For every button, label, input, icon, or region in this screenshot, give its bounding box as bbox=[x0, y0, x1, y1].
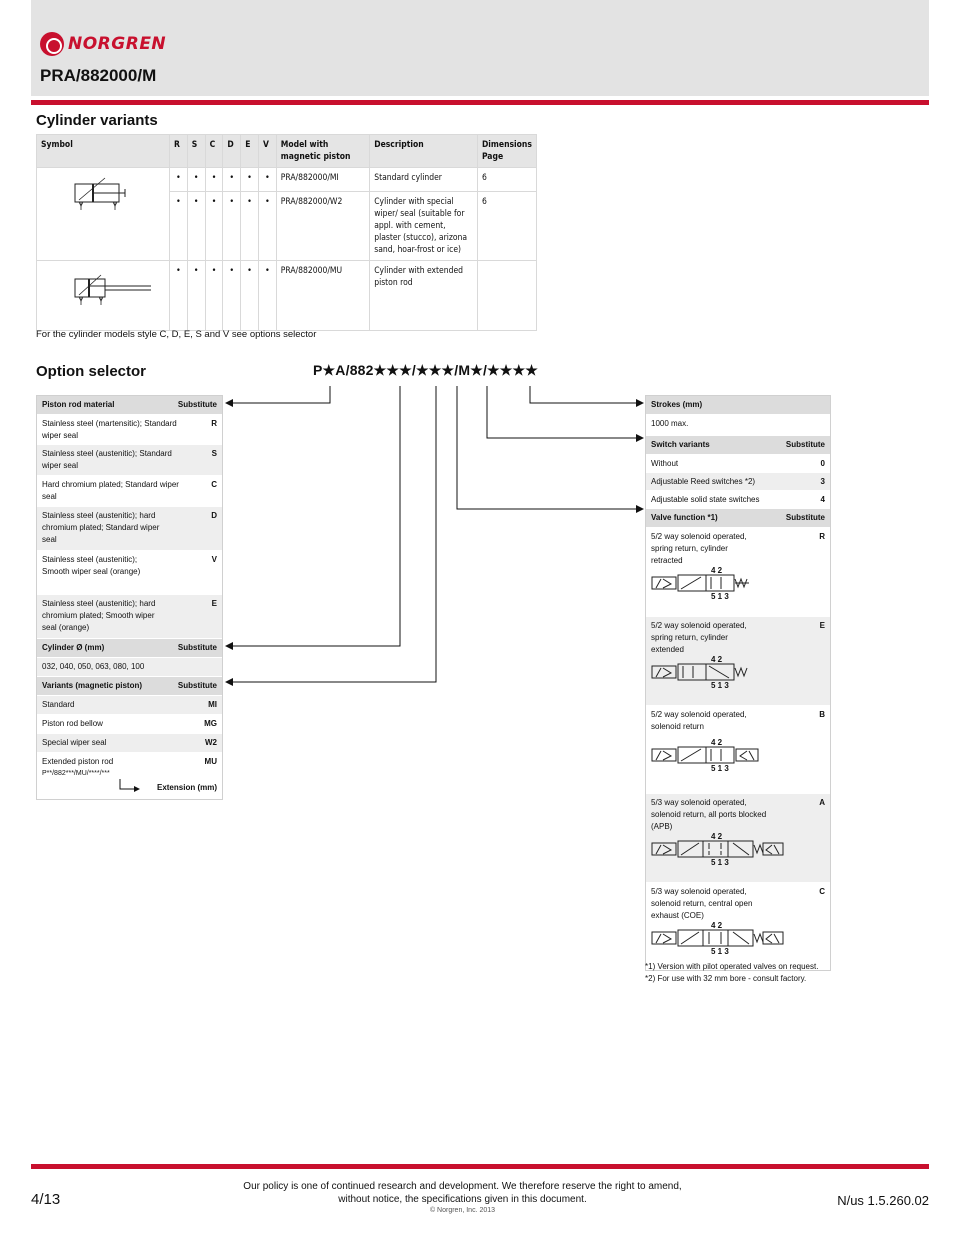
bottom-red-rule bbox=[31, 1164, 929, 1169]
ports-top: 4 2 bbox=[711, 738, 723, 747]
list-item bbox=[37, 507, 222, 551]
option-label: 5/2 way solenoid operated, spring return, cylinder extended bbox=[651, 621, 747, 654]
option-label: 5/2 way solenoid operated, solenoid return bbox=[651, 710, 747, 731]
substitute-label: Substitute bbox=[177, 681, 217, 690]
valve-row-top bbox=[651, 709, 825, 733]
valve-function-header bbox=[646, 509, 830, 528]
footnote-1: *1) Version with pilot operated valves on request. bbox=[645, 962, 819, 971]
dot-r: • bbox=[170, 168, 188, 192]
col-d: D bbox=[223, 135, 241, 168]
col-c: C bbox=[205, 135, 223, 168]
substitute-label: Substitute bbox=[785, 440, 825, 449]
list-item bbox=[37, 753, 222, 799]
option-label: Piston rod bellow bbox=[42, 719, 103, 728]
piston-rod-header-label: Piston rod material bbox=[42, 400, 115, 409]
dot-e: • bbox=[241, 261, 259, 331]
page-cell: 6 bbox=[477, 168, 536, 192]
model-cell: PRA/882000/MI bbox=[276, 168, 369, 192]
ports-top: 4 2 bbox=[711, 655, 723, 664]
list-item bbox=[646, 883, 830, 970]
policy-line-1: Our policy is one of continued research and development. We therefore reserve the right to amend, bbox=[243, 1181, 682, 1192]
col-s: S bbox=[187, 135, 205, 168]
valve-symbol-5-3-coe-icon bbox=[651, 921, 786, 956]
col-symbol: Symbol bbox=[37, 135, 170, 168]
valve-row-top bbox=[651, 620, 825, 656]
extended-rod-code: P**/882***/MU/****/*** bbox=[42, 770, 110, 777]
valve-symbol-5-2-solenoid-return-icon bbox=[651, 738, 751, 773]
substitute-label: Substitute bbox=[177, 643, 217, 652]
switch-variants-header bbox=[646, 436, 830, 455]
doc-title: PRA/882000/M bbox=[40, 66, 157, 85]
dot-d: • bbox=[223, 192, 241, 261]
option-code: D bbox=[211, 511, 217, 520]
list-item bbox=[646, 528, 830, 617]
ports-top: 4 2 bbox=[711, 832, 723, 841]
list-item bbox=[37, 415, 222, 445]
option-code: MG bbox=[204, 719, 217, 728]
strokes-value: 1000 max. bbox=[651, 419, 689, 428]
dot-c: • bbox=[205, 261, 223, 331]
list-item bbox=[37, 734, 222, 753]
description-cell: Standard cylinder bbox=[370, 168, 478, 192]
col-model: Model with magnetic piston bbox=[276, 135, 369, 168]
variants-header bbox=[37, 677, 222, 696]
dot-c: • bbox=[205, 192, 223, 261]
option-label: Standard bbox=[42, 700, 75, 709]
option-code: V bbox=[211, 555, 217, 564]
list-item bbox=[37, 595, 222, 639]
option-label: 5/2 way solenoid operated, spring return, cylinder retracted bbox=[651, 532, 747, 565]
substitute-label: Substitute bbox=[785, 513, 825, 522]
copyright: © Norgren, Inc. 2013 bbox=[429, 1207, 496, 1214]
extension-label: Extension (mm) bbox=[156, 783, 217, 792]
option-label: Extended piston rod bbox=[42, 757, 114, 766]
list-item bbox=[646, 455, 830, 473]
option-code: W2 bbox=[205, 738, 217, 747]
footnote-2: *2) For use with 32 mm bore - consult factory. bbox=[645, 974, 807, 983]
option-label: Without bbox=[651, 459, 679, 468]
option-label: Stainless steel (austenitic); Smooth wiper seal (orange) bbox=[42, 555, 141, 576]
cylinder-diameter-label: Cylinder Ø (mm) bbox=[42, 643, 105, 652]
option-selector-title: Option selector bbox=[36, 363, 147, 380]
valve-row-top bbox=[651, 886, 825, 922]
option-label: Special wiper seal bbox=[42, 738, 107, 747]
substitute-label: Substitute bbox=[177, 400, 217, 409]
dot-v: • bbox=[258, 192, 276, 261]
ports-bottom: 5 1 3 bbox=[711, 592, 729, 601]
option-code: R bbox=[211, 419, 217, 428]
option-label: Stainless steel (austenitic); hard chromium plated; Smooth wiper seal (orange) bbox=[42, 599, 156, 632]
strokes-header bbox=[646, 396, 830, 415]
col-r: R bbox=[170, 135, 188, 168]
list-item bbox=[37, 476, 222, 507]
option-code: C bbox=[211, 480, 217, 489]
option-label: 5/3 way solenoid operated, solenoid return, all ports blocked (APB) bbox=[651, 798, 767, 831]
right-options-panel bbox=[645, 395, 831, 971]
list-item bbox=[37, 696, 222, 715]
col-v: V bbox=[258, 135, 276, 168]
option-code: B bbox=[819, 710, 825, 719]
option-label: Stainless steel (austenitic); Standard wiper seal bbox=[42, 449, 172, 470]
option-label: Adjustable Reed switches *2) bbox=[651, 477, 756, 486]
extended-rod-block bbox=[42, 756, 113, 796]
list-item bbox=[646, 617, 830, 706]
description-cell: Cylinder with extended piston rod bbox=[370, 261, 478, 331]
cylinder-variants-title: Cylinder variants bbox=[36, 112, 158, 129]
dot-s: • bbox=[187, 192, 205, 261]
valve-row-top bbox=[651, 797, 825, 833]
valve-row-top bbox=[651, 531, 825, 567]
piston-rod-header bbox=[37, 396, 222, 415]
ports-bottom: 5 1 3 bbox=[711, 947, 729, 956]
left-options-panel bbox=[36, 395, 223, 800]
ports-top: 4 2 bbox=[711, 566, 723, 575]
page-cell: 6 bbox=[477, 192, 536, 261]
policy-line-2: without notice, the specifications given in this document. bbox=[338, 1194, 587, 1205]
strokes-header-label: Strokes (mm) bbox=[651, 400, 703, 409]
option-code: A bbox=[819, 798, 825, 807]
valve-symbol-5-2-spring-retracted-icon bbox=[651, 566, 751, 601]
list-item bbox=[646, 473, 830, 491]
list-item bbox=[37, 551, 222, 595]
option-code: E bbox=[819, 621, 825, 630]
option-code: MU bbox=[204, 757, 217, 766]
valve-function-label: Valve function *1) bbox=[651, 513, 718, 522]
policy-text bbox=[200, 1180, 725, 1216]
list-item bbox=[646, 491, 830, 509]
extension-arrow-icon bbox=[119, 779, 141, 793]
dot-d: • bbox=[223, 168, 241, 192]
option-code: MI bbox=[208, 700, 217, 709]
cylinder-diameter-values: 032, 040, 050, 063, 080, 100 bbox=[42, 662, 145, 671]
cylinder-variants-note: For the cylinder models style C, D, E, S and V see options selector bbox=[36, 329, 317, 340]
dot-s: • bbox=[187, 261, 205, 331]
col-dimensions-page: Dimensions Page bbox=[477, 135, 536, 168]
option-label: Stainless steel (martensitic); Standard wiper seal bbox=[42, 419, 177, 440]
dot-d: • bbox=[223, 261, 241, 331]
model-cell: PRA/882000/W2 bbox=[276, 192, 369, 261]
variants-header-label: Variants (magnetic piston) bbox=[42, 681, 143, 690]
footnotes bbox=[645, 961, 818, 985]
dot-s: • bbox=[187, 168, 205, 192]
list-item bbox=[646, 415, 830, 436]
doc-reference: N/us 1.5.260.02 bbox=[837, 1193, 929, 1208]
option-code: R bbox=[819, 532, 825, 541]
option-label: Stainless steel (austenitic); hard chromium plated; Standard wiper seal bbox=[42, 511, 160, 544]
page-number: 4/13 bbox=[31, 1191, 61, 1208]
option-label: Adjustable solid state switches bbox=[651, 495, 760, 504]
cylinder-diameter-header bbox=[37, 639, 222, 658]
dot-v: • bbox=[258, 168, 276, 192]
description-cell: Cylinder with special wiper/ seal (suitable for appl. with cement, plaster (stucco), arizona sand, hoar-frost or ice) bbox=[370, 192, 478, 261]
list-item bbox=[37, 715, 222, 734]
dot-e: • bbox=[241, 192, 259, 261]
option-code: C bbox=[819, 887, 825, 896]
option-code: 4 bbox=[820, 495, 825, 504]
switch-variants-label: Switch variants bbox=[651, 440, 710, 449]
model-cell: PRA/882000/MU bbox=[276, 261, 369, 331]
col-e: E bbox=[241, 135, 259, 168]
list-item bbox=[646, 794, 830, 883]
ports-top: 4 2 bbox=[711, 921, 723, 930]
col-description: Description bbox=[370, 135, 478, 168]
option-label: 5/3 way solenoid operated, solenoid return, central open exhaust (COE) bbox=[651, 887, 753, 920]
dot-r: • bbox=[170, 192, 188, 261]
dot-r: • bbox=[170, 261, 188, 331]
option-code: E bbox=[211, 599, 217, 608]
brand-name: NORGREN bbox=[68, 34, 167, 54]
ports-bottom: 5 1 3 bbox=[711, 858, 729, 867]
ports-bottom: 5 1 3 bbox=[711, 681, 729, 690]
dot-c: • bbox=[205, 168, 223, 192]
list-item bbox=[37, 658, 222, 677]
dot-e: • bbox=[241, 168, 259, 192]
valve-symbol-5-2-spring-extended-icon bbox=[651, 655, 751, 690]
dot-v: • bbox=[258, 261, 276, 331]
ports-bottom: 5 1 3 bbox=[711, 764, 729, 773]
list-item bbox=[37, 445, 222, 476]
order-code-formula: P★A/882★★★/★★★/M★/★★★★ bbox=[313, 362, 539, 378]
option-code: 0 bbox=[820, 459, 825, 468]
option-label: Hard chromium plated; Standard wiper seal bbox=[42, 480, 179, 501]
list-item bbox=[646, 706, 830, 794]
option-code: S bbox=[211, 449, 217, 458]
valve-symbol-5-3-apb-icon bbox=[651, 832, 786, 867]
option-code: 3 bbox=[820, 477, 825, 486]
